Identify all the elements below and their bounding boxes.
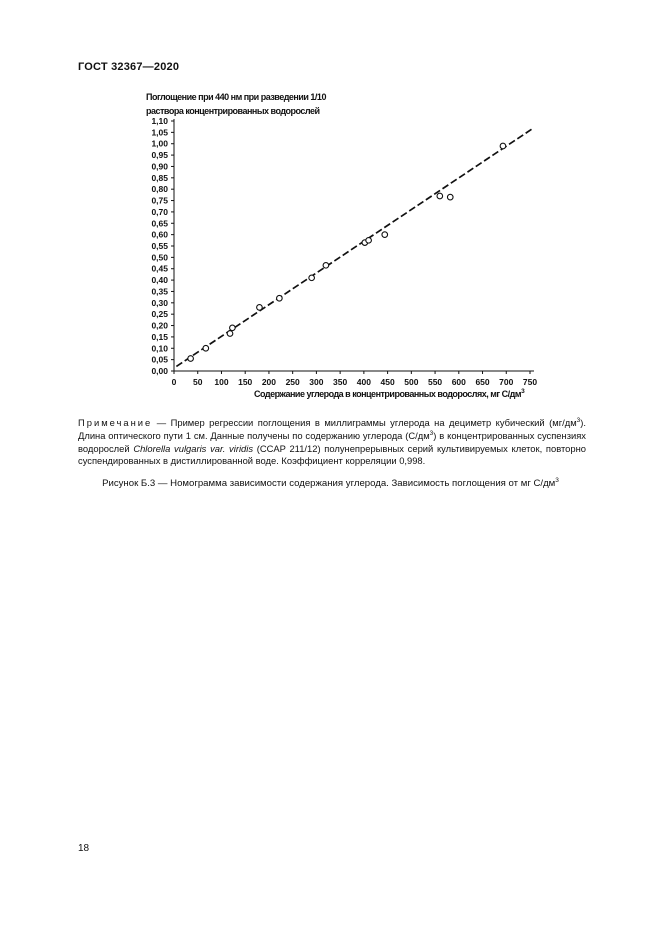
data-point (257, 305, 263, 311)
x-tick-label: 550 (427, 377, 443, 387)
note-text-3: ) в концентрированных суспензиях водорослей (78, 429, 586, 454)
data-point (323, 263, 329, 269)
figure-caption-text: Рисунок Б.3 — Номограмма зависимости содержания углерода. Зависимость поглощения от мг С/дм (102, 478, 556, 489)
document-code: ГОСТ 32367—2020 (78, 61, 180, 73)
y-tick-label: 0,25 (151, 309, 168, 320)
x-tick-label: 450 (380, 377, 395, 387)
note-label: Примечание (78, 417, 153, 428)
data-point (500, 143, 506, 149)
data-point (437, 193, 443, 199)
y-tick-label: 0,80 (151, 184, 168, 195)
y-tick-label: 0,20 (151, 320, 168, 331)
carbon-absorbance-chart (0, 0, 661, 420)
x-tick-label: 0 (171, 377, 177, 387)
y-axis-title-line-2: раствора концентрированных водорослей (146, 106, 320, 116)
y-tick-label: 1,10 (151, 116, 168, 126)
y-axis-title-line-1: Поглощение при 440 нм при разведении 1/10 (146, 92, 326, 102)
x-axis-title-sup: 3 (521, 388, 525, 395)
data-point (382, 232, 388, 238)
figure-note (78, 417, 586, 468)
y-tick-label: 0,75 (151, 195, 168, 206)
y-tick-label: 0,40 (151, 275, 168, 286)
figure-caption (0, 478, 661, 489)
y-tick-label: 0,00 (151, 366, 168, 376)
y-tick-label: 0,55 (151, 241, 168, 251)
y-tick-label: 0,15 (151, 331, 168, 342)
data-point (230, 325, 236, 331)
y-tick-label: 0,50 (151, 252, 168, 263)
y-tick-label: 1,00 (151, 138, 168, 149)
x-tick-label: 700 (499, 377, 514, 387)
y-tick-label: 0,35 (151, 286, 168, 297)
x-tick-label: 500 (404, 377, 419, 387)
x-tick-label: 400 (356, 377, 371, 387)
x-tick-label: 150 (238, 377, 253, 387)
x-tick-label: 750 (522, 377, 538, 387)
note-sup-2: 3 (429, 429, 434, 437)
data-point (277, 295, 283, 301)
data-point (447, 194, 453, 200)
x-axis-title (254, 389, 524, 399)
figure-caption-sup: 3 (555, 477, 559, 484)
x-tick-label: 300 (309, 377, 324, 387)
x-axis-title-text: Содержание углерода в концентрированных водорослях, мг С/дм (254, 389, 522, 399)
page-number: 18 (78, 843, 90, 854)
y-tick-label: 0,45 (151, 263, 168, 274)
y-tick-label: 0,85 (151, 172, 168, 183)
y-tick-label: 0,70 (151, 206, 168, 217)
data-point (309, 275, 315, 281)
note-species: Chlorella vulgaris var. viridis (133, 442, 254, 454)
note-text-4: (CCAP 211/12) полунепрерывных серий культивируемых клеток, повторно суспендированных в дистиллированной воде. Коэффициент корреляции 0,998. (78, 442, 587, 467)
x-tick-label: 50 (192, 377, 203, 387)
y-tick-label: 0,05 (151, 354, 168, 365)
data-point (203, 345, 209, 351)
data-point (366, 238, 372, 244)
y-tick-label: 0,95 (151, 150, 168, 161)
y-tick-label: 0,60 (151, 229, 168, 240)
note-text-1: — Пример регрессии поглощения в миллиграммы углерода на дециметр кубический (мг/дм (152, 417, 577, 428)
y-tick-label: 0,90 (151, 161, 168, 172)
note-sup-1: 3 (576, 417, 581, 424)
data-point (227, 331, 233, 337)
data-point (188, 356, 194, 362)
y-tick-label: 0,10 (151, 343, 168, 354)
y-tick-label: 0,30 (151, 297, 168, 308)
x-tick-label: 350 (333, 377, 348, 387)
x-tick-label: 650 (475, 377, 490, 387)
x-tick-label: 100 (214, 377, 229, 387)
x-tick-label: 250 (285, 377, 300, 387)
note-text-2: ). Длина оптического пути 1 см. Данные получены по содержанию углерода (С/дм (78, 417, 586, 441)
x-tick-label: 600 (451, 377, 466, 387)
y-tick-label: 0,65 (151, 218, 168, 229)
x-tick-label: 200 (261, 377, 277, 387)
y-tick-label: 1,05 (151, 127, 168, 138)
